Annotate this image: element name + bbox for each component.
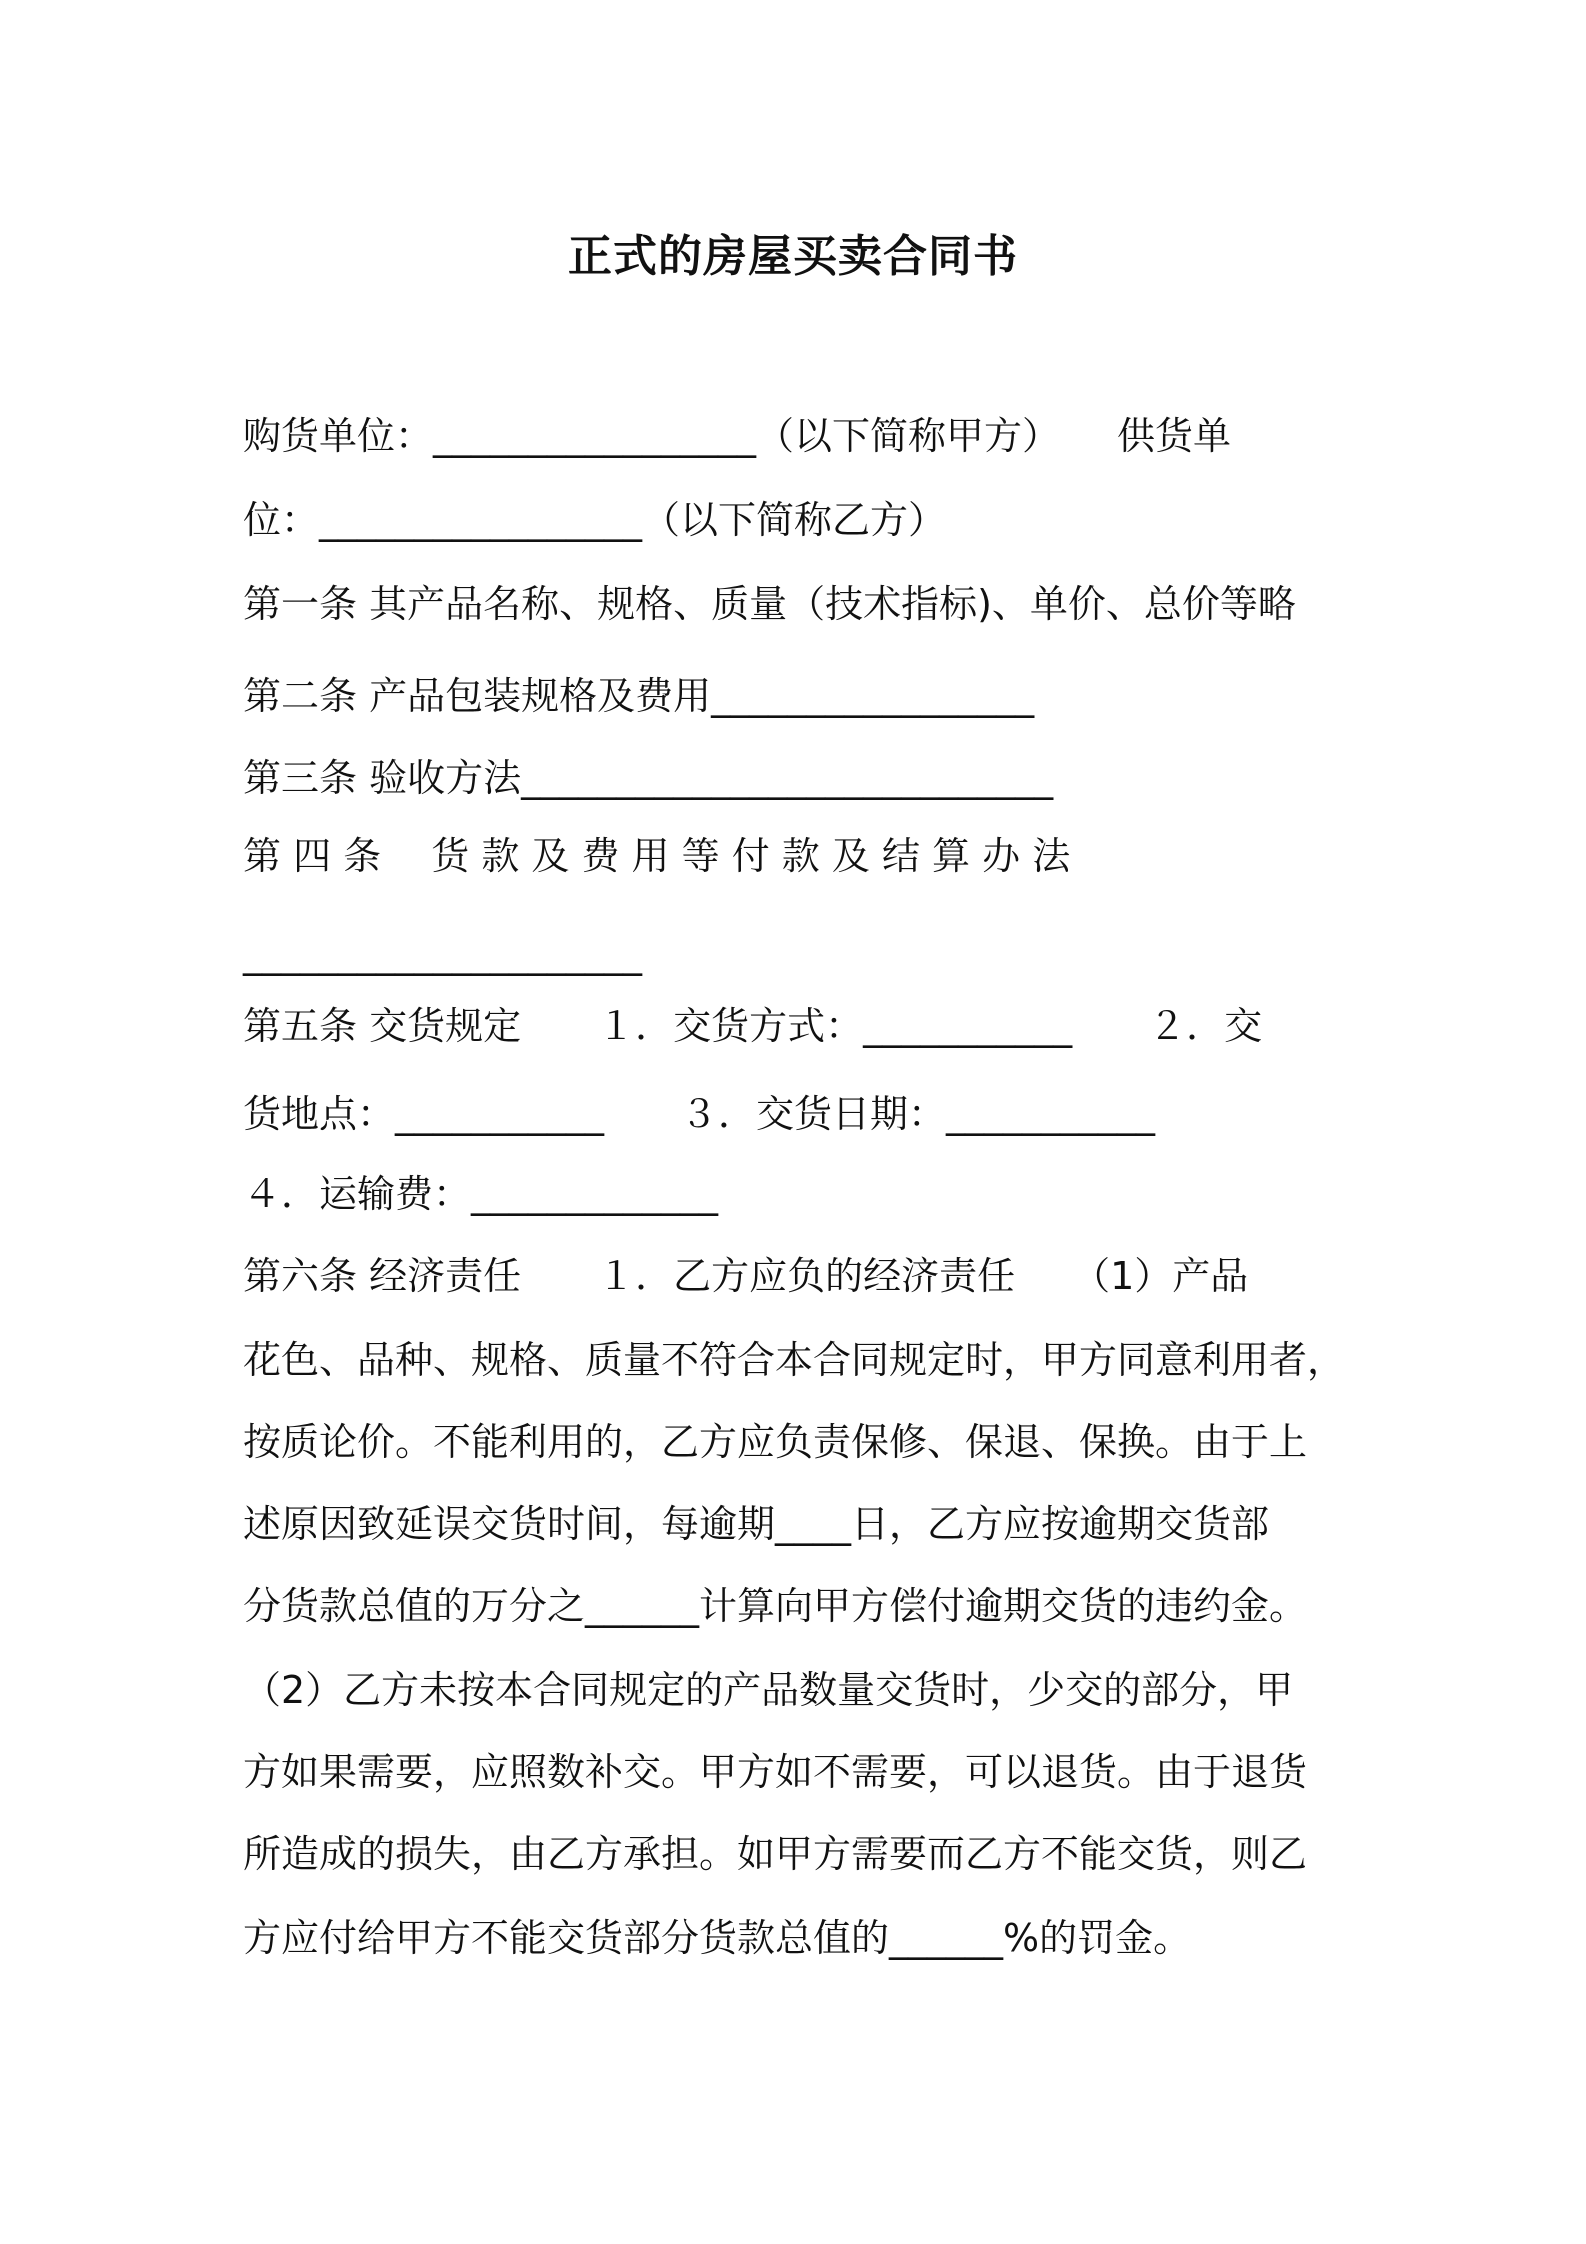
article-4: 第 四 条 货 款 及 费 用 等 付 款 及 结 算 办 法: [243, 834, 1071, 878]
article-6-para: 方应付给甲方不能交货部分货款总值的______%的罚金。: [243, 1916, 1192, 1960]
article-5-delivery: 货地点：___________ ３．交货日期：___________: [243, 1092, 1156, 1136]
article-1: 第一条 其产品名称、规格、质量（技术指标)、单价、总价等略: [243, 582, 1296, 626]
page-title: 正式的房屋买卖合同书: [568, 231, 1018, 282]
article-2: 第二条 产品包装规格及费用_________________: [243, 674, 1035, 718]
article-6-para: 述原因致延误交货时间，每逾期____日，乙方应按逾期交货部: [243, 1502, 1270, 1546]
article-5: 第五条 交货规定 １．交货方式：___________ ２．交: [243, 1004, 1263, 1048]
article-6-para: 按质论价。不能利用的，乙方应负责保修、保退、保换。由于上: [243, 1420, 1308, 1464]
article-6: 第六条 经济责任 １．乙方应负的经济责任 （1）产品: [243, 1254, 1249, 1298]
article-5-freight: ４．运输费：_____________: [243, 1172, 719, 1216]
article-6-para: 所造成的损失，由乙方承担。如甲方需要而乙方不能交货，则乙: [243, 1832, 1308, 1876]
article-6-para: 花色、品种、规格、质量不符合本合同规定时，甲方同意利用者，: [243, 1338, 1346, 1382]
article-6-para: 分货款总值的万分之______计算向甲方偿付逾期交货的违约金。: [243, 1584, 1308, 1628]
article-4-blank: _____________________: [243, 932, 642, 976]
article-6-para: 方如果需要，应照数补交。甲方如不需要，可以退货。由于退货: [243, 1750, 1308, 1794]
supplier-line: 位：_________________（以下简称乙方）: [243, 498, 947, 542]
article-6-para: （2）乙方未按本合同规定的产品数量交货时，少交的部分，甲: [243, 1668, 1294, 1712]
buyer-line: 购货单位：_________________（以下简称甲方） 供货单: [243, 414, 1232, 458]
article-3: 第三条 验收方法____________________________: [243, 756, 1054, 800]
